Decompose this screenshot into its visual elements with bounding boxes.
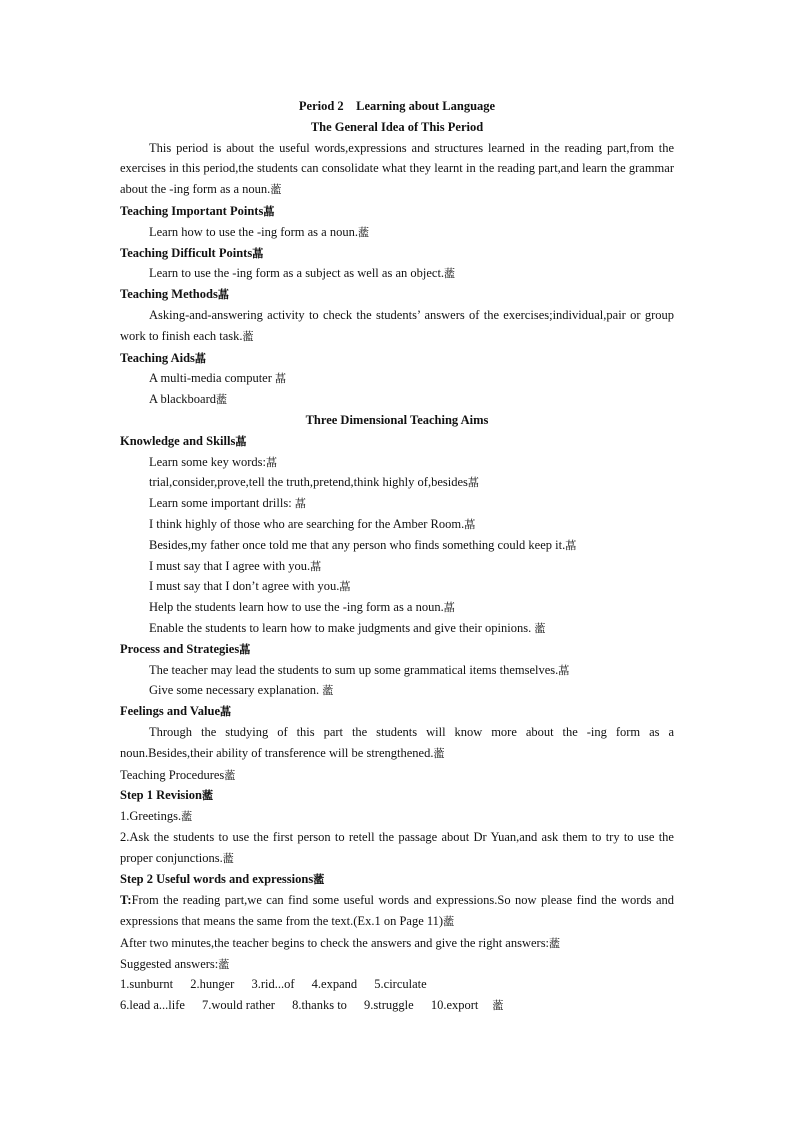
- heading-step-2: Step 2 Useful words and expressions蘫: [120, 872, 325, 887]
- knowledge-line: trial,consider,prove,tell the truth,pretend,think highly of,besides蕌: [149, 475, 479, 490]
- intro-paragraph: This period is about the useful words,expressions and structures learned in the reading part,from the exercises in this period,the students can consolidate what they learnt in the reading part,and learn the grammar about the -ing form as a noun.蘫: [120, 140, 674, 197]
- answer-item: 1.sunburnt: [120, 977, 174, 992]
- teaching-aid-item: A multi-media computer 蕌: [149, 371, 287, 386]
- answer-item: 3.rid...of: [251, 977, 295, 992]
- heading-difficult-points: Teaching Difficult Points蕌: [120, 245, 264, 260]
- knowledge-line: Learn some key words:蕌: [149, 454, 277, 469]
- answer-item: 9.struggle: [364, 998, 414, 1013]
- knowledge-line: Enable the students to learn how to make judgments and give their opinions. 蘫: [149, 620, 546, 635]
- answers-row: [120, 974, 674, 995]
- section-title-general-idea: The General Idea of This Period: [310, 119, 484, 134]
- step2-after-text: After two minutes,the teacher begins to check the answers and give the right answers:蘫: [120, 935, 561, 950]
- important-points-text: Learn how to use the -ing form as a noun.蘫: [149, 224, 369, 239]
- process-line: Give some necessary explanation. 蘫: [149, 683, 334, 698]
- step1-item: 2.Ask the students to use the first person to retell the passage about Dr Yuan,and ask them to try to use the proper conjunctions.蘫: [120, 829, 674, 865]
- knowledge-line: Help the students learn how to use the -ing form as a noun.蕌: [149, 600, 455, 615]
- answer-item: 2.hunger: [190, 977, 235, 992]
- difficult-points-text: Learn to use the -ing form as a subject as well as an object.蘫: [149, 266, 456, 281]
- heading-knowledge-skills: Knowledge and Skills蕌: [120, 433, 247, 448]
- answer-item: 4.expand: [311, 977, 358, 992]
- answer-item: 10.export 蘫: [430, 998, 504, 1013]
- heading-step-1: Step 1 Revision蘫: [120, 788, 213, 803]
- heading-teaching-procedures: Teaching Procedures蘫: [120, 767, 236, 782]
- heading-process-strategies: Process and Strategies蕌: [120, 641, 251, 656]
- section-title-teaching-aims: Three Dimensional Teaching Aims: [305, 412, 489, 427]
- step1-item: 1.Greetings.蘫: [120, 809, 193, 824]
- answer-item: 8.thanks to: [292, 998, 347, 1013]
- step2-teacher-text: T:From the reading part,we can find some useful words and expressions.So now please find the words and expressions that means the same from the text.(Ex.1 on Page 11)蘫: [120, 893, 674, 929]
- knowledge-line: I must say that I agree with you.蕌: [149, 558, 322, 573]
- feelings-text: Through the studying of this part the students will know more about the -ing form as a noun.Besides,their ability of transference will be strengthened.蘫: [120, 724, 674, 760]
- knowledge-line: Besides,my father once told me that any person who finds something could keep it.蕌: [149, 537, 577, 552]
- knowledge-line: Learn some important drills: 蕌: [149, 496, 306, 511]
- page-title: Period 2 Learning about Language: [298, 99, 496, 113]
- knowledge-line: I must say that I don’t agree with you.蕌: [149, 579, 351, 594]
- heading-teaching-methods: Teaching Methods蕌: [120, 287, 229, 302]
- process-line: The teacher may lead the students to sum up some grammatical items themselves.蕌: [149, 662, 570, 677]
- step2-suggested-label: Suggested answers:蘫: [120, 956, 230, 971]
- heading-feelings-value: Feelings and Value蕌: [120, 704, 232, 719]
- answer-item: 6.lead a...life: [120, 998, 185, 1013]
- teaching-aid-item: A blackboard蘫: [149, 392, 227, 407]
- answer-item: 5.circulate: [374, 977, 427, 992]
- answers-row: [120, 995, 674, 1016]
- answer-item: 7.would rather: [202, 998, 275, 1013]
- document-page: [120, 96, 674, 1016]
- knowledge-line: I think highly of those who are searching for the Amber Room.蕌: [149, 516, 476, 531]
- heading-teaching-aids: Teaching Aids蕌: [120, 350, 206, 365]
- teaching-methods-text: Asking-and-answering activity to check the students’ answers of the exercises;individual,pair or group work to finish each task.蘫: [120, 307, 674, 343]
- heading-important-points: Teaching Important Points蕌: [120, 203, 275, 218]
